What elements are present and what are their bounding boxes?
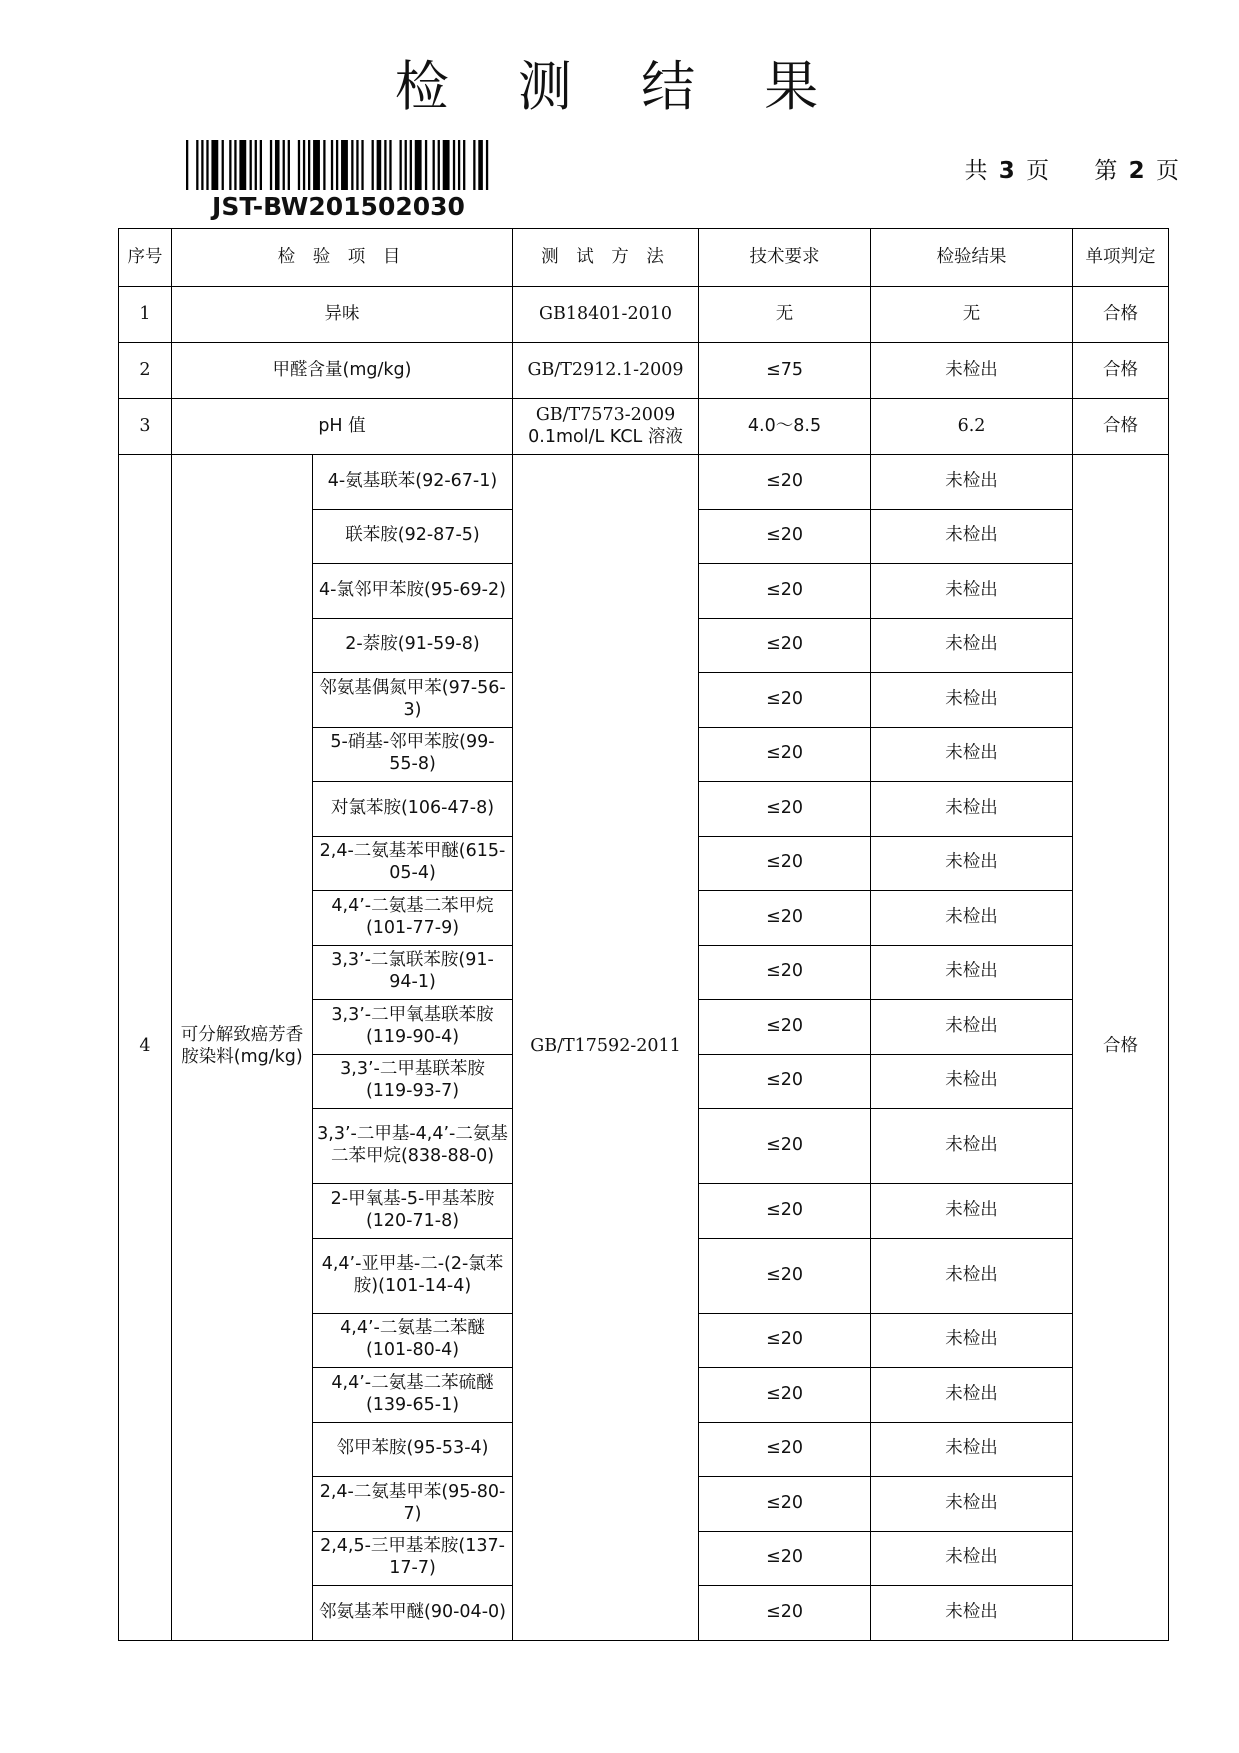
- subitem-result: 未检出: [871, 1238, 1073, 1313]
- barcode-bar: [229, 140, 231, 190]
- subitem-result: 未检出: [871, 1477, 1073, 1532]
- row-requirement: 无: [699, 287, 871, 343]
- subitem-result: 未检出: [871, 1184, 1073, 1239]
- barcode-bar: [400, 140, 402, 190]
- subitem-name: 2,4,5-三甲基苯胺(137-17-7): [313, 1531, 513, 1586]
- row-item: pH 值: [172, 399, 513, 455]
- header-verdict: 单项判定: [1073, 229, 1169, 287]
- barcode-bar: [341, 140, 348, 190]
- row-verdict: 合格: [1073, 343, 1169, 399]
- barcode-bar: [270, 140, 272, 190]
- barcode-bar: [323, 140, 325, 190]
- row-method: GB18401-2010: [513, 287, 699, 343]
- header-requirement: 技术要求: [699, 229, 871, 287]
- barcode-bar: [303, 140, 305, 190]
- barcode-bar: [405, 140, 407, 190]
- subitem-result: 未检出: [871, 727, 1073, 782]
- subitem-result: 未检出: [871, 891, 1073, 946]
- subitem-name: 3,3’-二甲氧基联苯胺(119-90-4): [313, 1000, 513, 1055]
- subitem-name: 2-萘胺(91-59-8): [313, 618, 513, 673]
- barcode-bar: [463, 140, 465, 190]
- subitem-requirement: ≤20: [699, 1531, 871, 1586]
- subitem-name: 3,3’-二甲基联苯胺(119-93-7): [313, 1054, 513, 1109]
- subitem-result: 未检出: [871, 1313, 1073, 1368]
- row-verdict: 合格: [1073, 399, 1169, 455]
- subitem-name: 3,3’-二甲基-4,4’-二氨基二苯甲烷(838-88-0): [313, 1109, 513, 1184]
- subitem-requirement: ≤20: [699, 1109, 871, 1184]
- barcode-icon: [186, 140, 491, 190]
- row-method-line2: 0.1mol/L KCL 溶液: [528, 426, 683, 447]
- barcode-bar: [410, 140, 412, 190]
- subitem-requirement: ≤20: [699, 1313, 871, 1368]
- barcode-text: JST-BW201502030: [212, 192, 465, 221]
- subitem-result: 未检出: [871, 618, 1073, 673]
- subitem-name: 5-硝基-邻甲苯胺(99-55-8): [313, 727, 513, 782]
- barcode-bar: [433, 140, 435, 190]
- subitem-requirement: ≤20: [699, 564, 871, 619]
- barcode-bar: [196, 140, 198, 190]
- barcode-bar: [331, 140, 333, 190]
- barcode-bar: [486, 140, 488, 190]
- row-no: 2: [119, 343, 172, 399]
- subitem-name: 联苯胺(92-87-5): [313, 509, 513, 564]
- subitem-requirement: ≤20: [699, 727, 871, 782]
- subitem-requirement: ≤20: [699, 1238, 871, 1313]
- row-requirement: ≤75: [699, 343, 871, 399]
- subitem-result: 未检出: [871, 1531, 1073, 1586]
- barcode-bar: [351, 140, 353, 190]
- barcode-bar: [298, 140, 300, 190]
- table-row: [119, 287, 1169, 343]
- page-info: 共 3 页 第 2 页: [964, 158, 1179, 184]
- group-method: GB/T17592-2011: [513, 455, 699, 1641]
- subitem-result: 未检出: [871, 564, 1073, 619]
- subitem-result: 未检出: [871, 945, 1073, 1000]
- subitem-result: 未检出: [871, 1586, 1073, 1641]
- row-result: 无: [871, 287, 1073, 343]
- subitem-requirement: ≤20: [699, 455, 871, 510]
- subitem-requirement: ≤20: [699, 782, 871, 837]
- header-result: 检验结果: [871, 229, 1073, 287]
- barcode-bar: [473, 140, 475, 190]
- result-table: [118, 228, 1169, 1641]
- table-row: [119, 399, 1169, 455]
- row-method: GB/T2912.1-2009: [513, 343, 699, 399]
- barcode-bar: [361, 140, 363, 190]
- barcode-bar: [478, 140, 483, 190]
- barcode-bar: [234, 140, 236, 190]
- barcode-bar: [201, 140, 203, 190]
- subitem-result: 未检出: [871, 455, 1073, 510]
- row-method-line1: GB/T7573-2009: [535, 404, 676, 425]
- table-header-row: [119, 229, 1169, 287]
- subitem-requirement: ≤20: [699, 1054, 871, 1109]
- barcode-bar: [372, 140, 374, 190]
- row-item: 异味: [172, 287, 513, 343]
- group-category: 可分解致癌芳香胺染料(mg/kg): [172, 455, 313, 1641]
- barcode-bar: [313, 140, 320, 190]
- subitem-result: 未检出: [871, 782, 1073, 837]
- subitem-result: 未检出: [871, 1054, 1073, 1109]
- subitem-requirement: ≤20: [699, 1000, 871, 1055]
- subitem-result: 未检出: [871, 509, 1073, 564]
- subitem-name: 2-甲氧基-5-甲基苯胺(120-71-8): [313, 1184, 513, 1239]
- row-verdict: 合格: [1073, 287, 1169, 343]
- group-no: 4: [119, 455, 172, 1641]
- subitem-name: 4,4’-二氨基二苯硫醚(139-65-1): [313, 1368, 513, 1423]
- subitem-name: 对氯苯胺(106-47-8): [313, 782, 513, 837]
- subitem-name: 3,3’-二氯联苯胺(91-94-1): [313, 945, 513, 1000]
- subitem-name: 4-氨基联苯(92-67-1): [313, 455, 513, 510]
- barcode-bar: [415, 140, 422, 190]
- barcode-bar: [211, 140, 218, 190]
- barcode-bar: [377, 140, 382, 190]
- subitem-requirement: ≤20: [699, 891, 871, 946]
- subitem-result: 未检出: [871, 1422, 1073, 1477]
- group-verdict: 合格: [1073, 455, 1169, 1641]
- subitem-name: 邻氨基偶氮甲苯(97-56-3): [313, 673, 513, 728]
- table-row: [119, 343, 1169, 399]
- barcode-bar: [222, 140, 224, 190]
- subitem-result: 未检出: [871, 1368, 1073, 1423]
- barcode-bar: [186, 140, 188, 190]
- subitem-requirement: ≤20: [699, 509, 871, 564]
- subitem-name: 4-氯邻甲苯胺(95-69-2): [313, 564, 513, 619]
- barcode-bar: [250, 140, 252, 190]
- subitem-requirement: ≤20: [699, 836, 871, 891]
- row-no: 3: [119, 399, 172, 455]
- subitem-requirement: ≤20: [699, 1586, 871, 1641]
- row-result: 未检出: [871, 343, 1073, 399]
- subitem-result: 未检出: [871, 1109, 1073, 1184]
- barcode-bar: [308, 140, 310, 190]
- barcode-bar: [356, 140, 358, 190]
- subitem-name: 4,4’-二氨基二苯甲烷(101-77-9): [313, 891, 513, 946]
- header-item: 检 验 项 目: [172, 229, 513, 287]
- barcode-bar: [275, 140, 280, 190]
- subitem-name: 2,4-二氨基甲苯(95-80-7): [313, 1477, 513, 1532]
- subitem-result: 未检出: [871, 1000, 1073, 1055]
- subitem-name: 邻甲苯胺(95-53-4): [313, 1422, 513, 1477]
- row-method: [513, 399, 699, 455]
- subitem-name: 邻氨基苯甲醚(90-04-0): [313, 1586, 513, 1641]
- row-item: 甲醛含量(mg/kg): [172, 343, 513, 399]
- barcode-bar: [438, 140, 440, 190]
- subitem-requirement: ≤20: [699, 1422, 871, 1477]
- row-no: 1: [119, 287, 172, 343]
- barcode-bar: [260, 140, 262, 190]
- header-no: 序号: [119, 229, 172, 287]
- subitem-requirement: ≤20: [699, 1184, 871, 1239]
- barcode-bar: [384, 140, 386, 190]
- row-requirement: 4.0～8.5: [699, 399, 871, 455]
- page-title: 检 测 结 果: [394, 55, 845, 118]
- table-row: [119, 455, 1169, 510]
- subitem-requirement: ≤20: [699, 945, 871, 1000]
- barcode-bar: [425, 140, 427, 190]
- subitem-result: 未检出: [871, 836, 1073, 891]
- group-body: [119, 455, 1169, 1641]
- barcode-bar: [336, 140, 338, 190]
- subitem-requirement: ≤20: [699, 673, 871, 728]
- subitem-name: 4,4’-亚甲基-二-(2-氯苯胺)(101-14-4): [313, 1238, 513, 1313]
- barcode-bar: [443, 140, 450, 190]
- subitem-requirement: ≤20: [699, 1368, 871, 1423]
- barcode-bar: [389, 140, 391, 190]
- barcode-bar: [255, 140, 257, 190]
- subitem-result: 未检出: [871, 673, 1073, 728]
- row-result: 6.2: [871, 399, 1073, 455]
- subitem-name: 4,4’-二氨基二苯醚(101-80-4): [313, 1313, 513, 1368]
- subitem-requirement: ≤20: [699, 1477, 871, 1532]
- barcode-bar: [283, 140, 285, 190]
- barcode-bar: [206, 140, 208, 190]
- barcode-bar: [458, 140, 460, 190]
- subitem-requirement: ≤20: [699, 618, 871, 673]
- subitem-name: 2,4-二氨基苯甲醚(615-05-4): [313, 836, 513, 891]
- barcode-bar: [288, 140, 290, 190]
- barcode-bar: [239, 140, 246, 190]
- barcode-bar: [453, 140, 455, 190]
- header-method: 测 试 方 法: [513, 229, 699, 287]
